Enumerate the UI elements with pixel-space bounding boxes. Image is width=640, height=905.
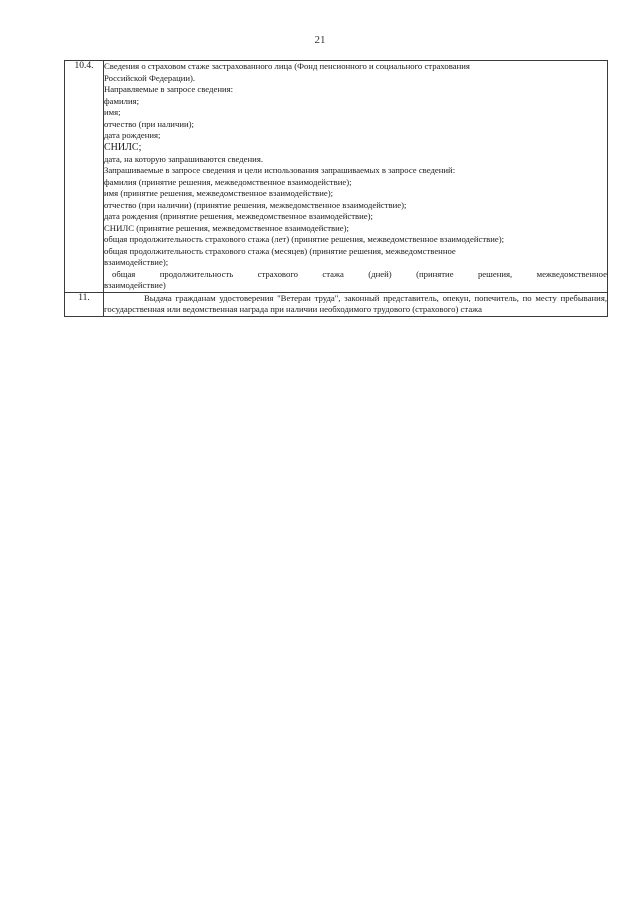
services-table — [64, 60, 608, 317]
text-line: дата рождения; — [104, 130, 161, 140]
text-line: фамилия (принятие решения, межведомственное взаимодействие); — [104, 176, 352, 187]
text-line: Запрашиваемые в запросе сведения и цели использования запрашиваемых в запросе сведений: — [104, 165, 456, 175]
row-number: 10.4. — [65, 61, 104, 293]
text-line: общая продолжительность страхового стажа (месяцев) (принятие решения, межведомственное — [104, 245, 456, 256]
row-content — [104, 61, 608, 293]
text-line: СНИЛС; — [104, 141, 142, 153]
row-content — [104, 292, 608, 316]
text-line: общая продолжительность страхового стажа (дней) (принятие решения, межведомственное — [112, 268, 607, 279]
text-line: взаимодействие); — [104, 257, 169, 267]
text-line: Российской Федерации). — [104, 72, 196, 83]
row-number: 11. — [65, 292, 104, 316]
table-row — [65, 292, 608, 316]
text-line: отчество (при наличии) (принятие решения, межведомственное взаимодействие); — [104, 199, 407, 210]
text-line: Направляемые в запросе сведения: — [104, 84, 234, 94]
text-line: Сведения о страховом стаже застрахованного лица (Фонд пенсионного и социального страхования — [104, 61, 470, 71]
text-line: взаимодействие) — [104, 280, 166, 290]
text-line: общая продолжительность страхового стажа (лет) (принятие решения, межведомственное взаимодействие); — [104, 234, 505, 244]
text-line: отчество (при наличии); — [104, 118, 194, 129]
service-description: Выдача гражданам удостоверения "Ветеран труда", законный представитель, опекун, попечитель, по месту пребывания, государственная или ведомственная награда при наличии необходимого трудового (страхового) стажа — [104, 292, 607, 314]
text-line: дата, на которую запрашиваются сведения. — [104, 153, 263, 164]
text-line: имя; — [104, 107, 121, 117]
table-row — [65, 61, 608, 293]
text-line: СНИЛС (принятие решения, межведомственное взаимодействие); — [104, 222, 349, 233]
text-line: фамилия; — [104, 95, 140, 106]
page-number: 21 — [314, 34, 326, 46]
text-line: имя (принятие решения, межведомственное взаимодействие); — [104, 188, 334, 198]
text-line: дата рождения (принятие решения, межведомственное взаимодействие); — [104, 211, 373, 221]
